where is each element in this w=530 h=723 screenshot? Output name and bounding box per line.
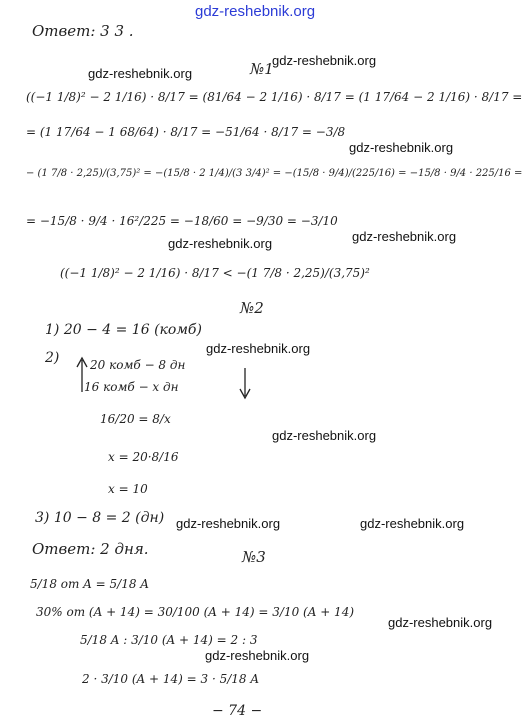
watermark: gdz-reshebnik.org [205, 648, 310, 663]
task2-step3: 3) 10 − 8 = 2 (дн) [35, 510, 165, 526]
task1-line4: = −15/8 · 9/4 · 16²/225 = −18/60 = −9/30 = −3/10 [26, 214, 338, 228]
task2-label: №2 [240, 299, 264, 317]
watermark: gdz-reshebnik.org [176, 516, 281, 531]
watermark: gdz-reshebnik.org [360, 516, 465, 531]
watermark: gdz-reshebnik.org [352, 229, 457, 244]
task3-line2: 30% от (A + 14) = 30/100 (A + 14) = 3/10 (A + 14) [36, 605, 355, 619]
watermark: gdz-reshebnik.org [388, 615, 493, 630]
task2-step2: 2) [45, 350, 60, 366]
task2-result: x = 10 [108, 482, 148, 496]
watermark: gdz-reshebnik.org [272, 428, 377, 443]
task1-comparison: ((−1 1/8)² − 2 1/16) · 8/17 < −(1 7/8 · 2,25)/(3,75)² [60, 266, 370, 280]
task2-proportion: 16/20 = 8/x [100, 412, 171, 426]
watermark: gdz-reshebnik.org [206, 341, 311, 356]
task2-solve: x = 20·8/16 [108, 450, 179, 464]
task1-label: №1 [250, 60, 274, 78]
page-number: − 74 − [212, 703, 263, 719]
task2-step1: 1) 20 − 4 = 16 (комб) [45, 322, 202, 338]
task2-ratio1: 20 комб − 8 дн [90, 358, 186, 372]
task1-line1: ((−1 1/8)² − 2 1/16) · 8/17 = (81/64 − 2 1/16) · 8/17 = (1 17/64 − 2 1/16) · 8/17 = [26, 90, 523, 104]
watermark: gdz-reshebnik.org [168, 236, 273, 251]
task3-label: №3 [242, 548, 266, 566]
watermark: gdz-reshebnik.org [88, 66, 193, 81]
task2-answer: Ответ: 2 дня. [32, 540, 149, 558]
task1-line3: − (1 7/8 · 2,25)/(3,75)² = −(15/8 · 2 1/4)/(3 3/4)² = −(15/8 · 9/4)/(225/16) = −15/8 · 9/4 · 225/16 = [26, 168, 523, 179]
task3-line4: 2 · 3/10 (A + 14) = 3 · 5/18 A [82, 672, 260, 686]
watermark: gdz-reshebnik.org [349, 140, 454, 155]
watermark: gdz-reshebnik.org [272, 53, 377, 68]
task3-line3: 5/18 A : 3/10 (A + 14) = 2 : 3 [80, 633, 258, 647]
previous-answer: Ответ: 3 3 . [32, 22, 134, 40]
watermark-top: gdz-reshebnik.org [195, 3, 316, 20]
task3-line1: 5/18 от A = 5/18 A [30, 577, 149, 591]
task2-ratio2: 16 комб − x дн [84, 380, 179, 394]
task1-line2: = (1 17/64 − 1 68/64) · 8/17 = −51/64 · 8/17 = −3/8 [26, 125, 346, 139]
